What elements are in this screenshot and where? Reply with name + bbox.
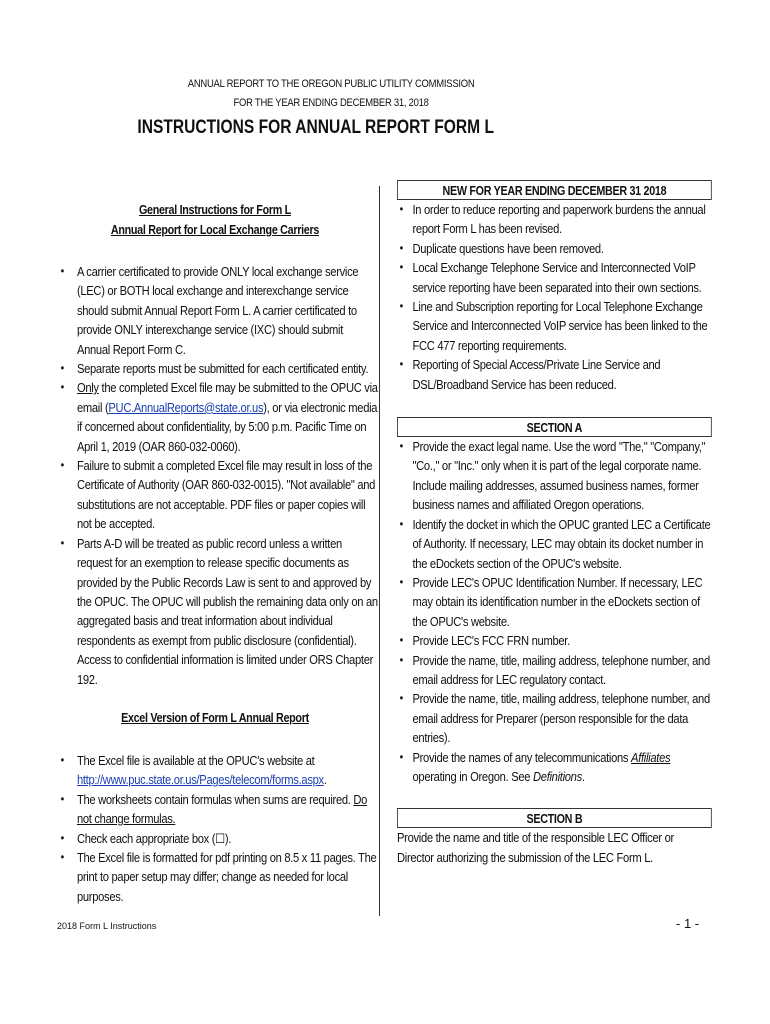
forms-link[interactable]: http://www.puc.state.or.us/Pages/telecom/forms.aspx xyxy=(76,772,324,788)
list-item: • Provide LEC's OPUC Identification Number. If necessary, LEC may obtain its identification number in the eDockets section of the OPUC's website. xyxy=(397,573,712,631)
list-item: • Reporting of Special Access/Private Line Service and DSL/Broadband Service has been reduced. xyxy=(397,355,712,394)
list-item: • Identify the docket in which the OPUC granted LEC a Certificate of Authority. If necessary, LEC may obtain its docket number in the eDockets section of the OPUC's website. xyxy=(397,515,712,573)
left-column xyxy=(52,200,378,906)
list-item: • Provide the exact legal name. Use the word "The," "Company," "Co.," or "Inc." only when it is part of the legal corporate name. Include mailing addresses, assumed business names, former business names and affiliated Oregon operations. xyxy=(397,437,712,515)
list-item: • Only the completed Excel file may be submitted to the OPUC via email (PUC.AnnualReports@state.or.us), or via electronic media if concerned about confidentiality, by 5:00 p.m. Pacific Time on April 1, 2019 (OAR 860-032-0060). xyxy=(52,378,378,456)
right-column xyxy=(397,180,712,867)
section-a-heading: SECTION A xyxy=(397,417,712,437)
list-item: • Local Exchange Telephone Service and Interconnected VoIP service reporting have been separated into their own sections. xyxy=(397,258,712,297)
list-item: • Provide the name, title, mailing address, telephone number, and email address for Preparer (person responsible for the data entries). xyxy=(397,689,712,747)
section-b-text: Provide the name and title of the responsible LEC Officer or Director authorizing the submission of the LEC Form L. xyxy=(397,830,674,865)
list-item: • Check each appropriate box (☐). xyxy=(52,829,378,848)
list-item: • Provide LEC's FCC FRN number. xyxy=(397,631,712,650)
footer-document-name: 2018 Form L Instructions xyxy=(57,921,157,931)
page-number: - 1 - xyxy=(676,916,700,931)
new-for-year-heading: NEW FOR YEAR ENDING DECEMBER 31 2018 xyxy=(397,180,712,200)
column-divider xyxy=(379,186,380,916)
general-instructions-heading: General Instructions for Form L xyxy=(138,203,291,217)
list-item: • The worksheets contain formulas when sums are required. Do not change formulas. xyxy=(52,790,378,829)
list-item: • In order to reduce reporting and paperwork burdens the annual report Form L has been revised. xyxy=(397,200,712,239)
email-link[interactable]: PUC.AnnualReports@state.or.us xyxy=(108,399,264,415)
section-a-list xyxy=(397,437,712,786)
section-b-heading: SECTION B xyxy=(397,808,712,828)
list-item: • Line and Subscription reporting for Local Telephone Exchange Service and Interconnected VoIP service has been linked to the FCC 477 reporting requirements. xyxy=(397,297,712,355)
list-item: • Failure to submit a completed Excel file may result in loss of the Certificate of Authority (OAR 860-032-0015). "Not available" and substitutions are not acceptable. PDF files or paper copies will not be accepted. xyxy=(52,456,378,534)
new-items-list xyxy=(397,200,712,394)
list-item: • Duplicate questions have been removed. xyxy=(397,239,712,258)
general-instructions-list xyxy=(52,262,378,689)
excel-instructions-list xyxy=(52,751,378,906)
list-item: • The Excel file is formatted for pdf printing on 8.5 x 11 pages. The print to paper setup may differ; change as needed for local purposes. xyxy=(52,848,378,906)
annual-report-heading: Annual Report for Local Exchange Carriers xyxy=(110,223,320,237)
report-header-line1: ANNUAL REPORT TO THE OREGON PUBLIC UTILITY COMMISSION xyxy=(187,78,475,90)
page-title: INSTRUCTIONS FOR ANNUAL REPORT FORM L xyxy=(137,117,494,138)
excel-version-heading: Excel Version of Form L Annual Report xyxy=(121,710,309,725)
list-item: • The Excel file is available at the OPUC's website at http://www.puc.state.or.us/Pages/telecom/forms.aspx. xyxy=(52,751,378,790)
list-item: • Provide the names of any telecommunications Affiliates operating in Oregon. See Definitions. xyxy=(397,748,712,787)
list-item: • Separate reports must be submitted for each certificated entity. xyxy=(52,359,378,378)
list-item: • A carrier certificated to provide ONLY local exchange service (LEC) or BOTH local exchange and interexchange service should submit Annual Report Form L. A carrier certificated to provide ONLY interexchange service (IXC) should submit Annual Report Form C. xyxy=(52,262,378,359)
list-item: • Provide the name, title, mailing address, telephone number, and email address for LEC regulatory contact. xyxy=(397,651,712,690)
report-header-line2: FOR THE YEAR ENDING DECEMBER 31, 2018 xyxy=(233,97,429,109)
list-item: • Parts A-D will be treated as public record unless a written request for an exemption to release specific documents as provided by the Public Records Law is sent to and approved by the OPUC. The OPUC will publish the remaining data only on an aggregated basis and treat information about individual respondents as exempt from public disclosure (confidential). Access to confidential information is limited under ORS Chapter 192. xyxy=(52,534,378,689)
